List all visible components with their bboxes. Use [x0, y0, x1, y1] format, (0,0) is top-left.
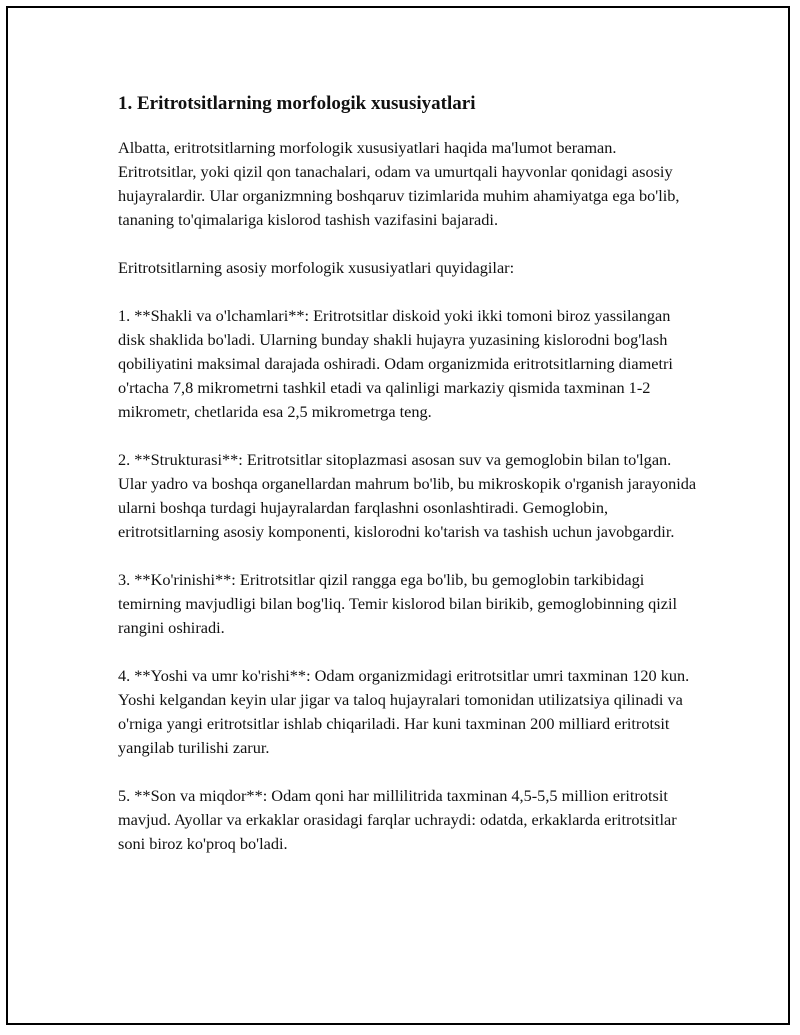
paragraph-item-5: 5. **Son va miqdor**: Odam qoni har millilitrida taxminan 4,5-5,5 million eritrotsit mavjud. Ayollar va erkaklar orasidagi farqlar uchraydi: odatda, erkaklarda eritrotsitlar soni biroz ko'proq bo'ladi.: [118, 786, 677, 853]
document-body: [118, 90, 698, 880]
paragraph-item-1: 1. **Shakli va o'lchamlari**: Eritrotsitlar diskoid yoki ikki tomoni biroz yassilangan disk shaklida bo'ladi. Ularning bunday shakli hujayra yuzasining kislorodni bog'lash qobiliyatini maksimal darajada oshiradi. Odam organizmida eritrotsitlarning diametri o'rtacha 7,8 mikrometrni tashkil etadi va qalinligi markaziy qismida taxminan 1-2 mikrometr, chetlarida esa 2,5 mikrometrga teng.: [118, 306, 673, 421]
paragraph-item-4: 4. **Yoshi va umr ko'rishi**: Odam organizmidagi eritrotsitlar umri taxminan 120 kun. Yoshi kelgandan keyin ular jigar va taloq hujayralari tomonidan utilizatsiya qilinadi va o'rniga yangi eritrotsitlar ishlab chiqariladi. Har kuni taxminan 200 milliard eritrotsit yangilab turilishi zarur.: [118, 666, 690, 757]
paragraph-intro: Albatta, eritrotsitlarning morfologik xususiyatlari haqida ma'lumot beraman. Eritrotsitlar, yoki qizil qon tanachalari, odam va umurtqali hayvonlar qonidagi asosiy hujayralardir. Ular organizmning boshqaruv tizimlarida muhim ahamiyatga ega bo'lib, tananing to'qimalariga kislorod tashish vazifasini bajaradi.: [118, 138, 680, 229]
paragraph-list-intro: Eritrotsitlarning asosiy morfologik xususiyatlari quyidagilar:: [118, 258, 515, 277]
paragraph-item-3: 3. **Ko'rinishi**: Eritrotsitlar qizil rangga ega bo'lib, bu gemoglobin tarkibidagi temirning mavjudligi bilan bog'liq. Temir kislorod bilan birikib, gemoglobinning qizil rangini oshiradi.: [118, 570, 678, 637]
document-title: 1. Eritrotsitlarning morfologik xususiyatlari: [118, 93, 476, 114]
paragraph-item-2: 2. **Strukturasi**: Eritrotsitlar sitoplazmasi asosan suv va gemoglobin bilan to'lgan. Ular yadro va boshqa organellardan mahrum bo'lib, bu mikroskopik o'rganish jarayonida ularni boshqa turdagi hujayralardan farqlashni osonlashtiradi. Gemoglobin, eritrotsitlarning asosiy komponenti, kislorodni ko'tarish va tashish uchun javobgardir.: [118, 450, 697, 541]
